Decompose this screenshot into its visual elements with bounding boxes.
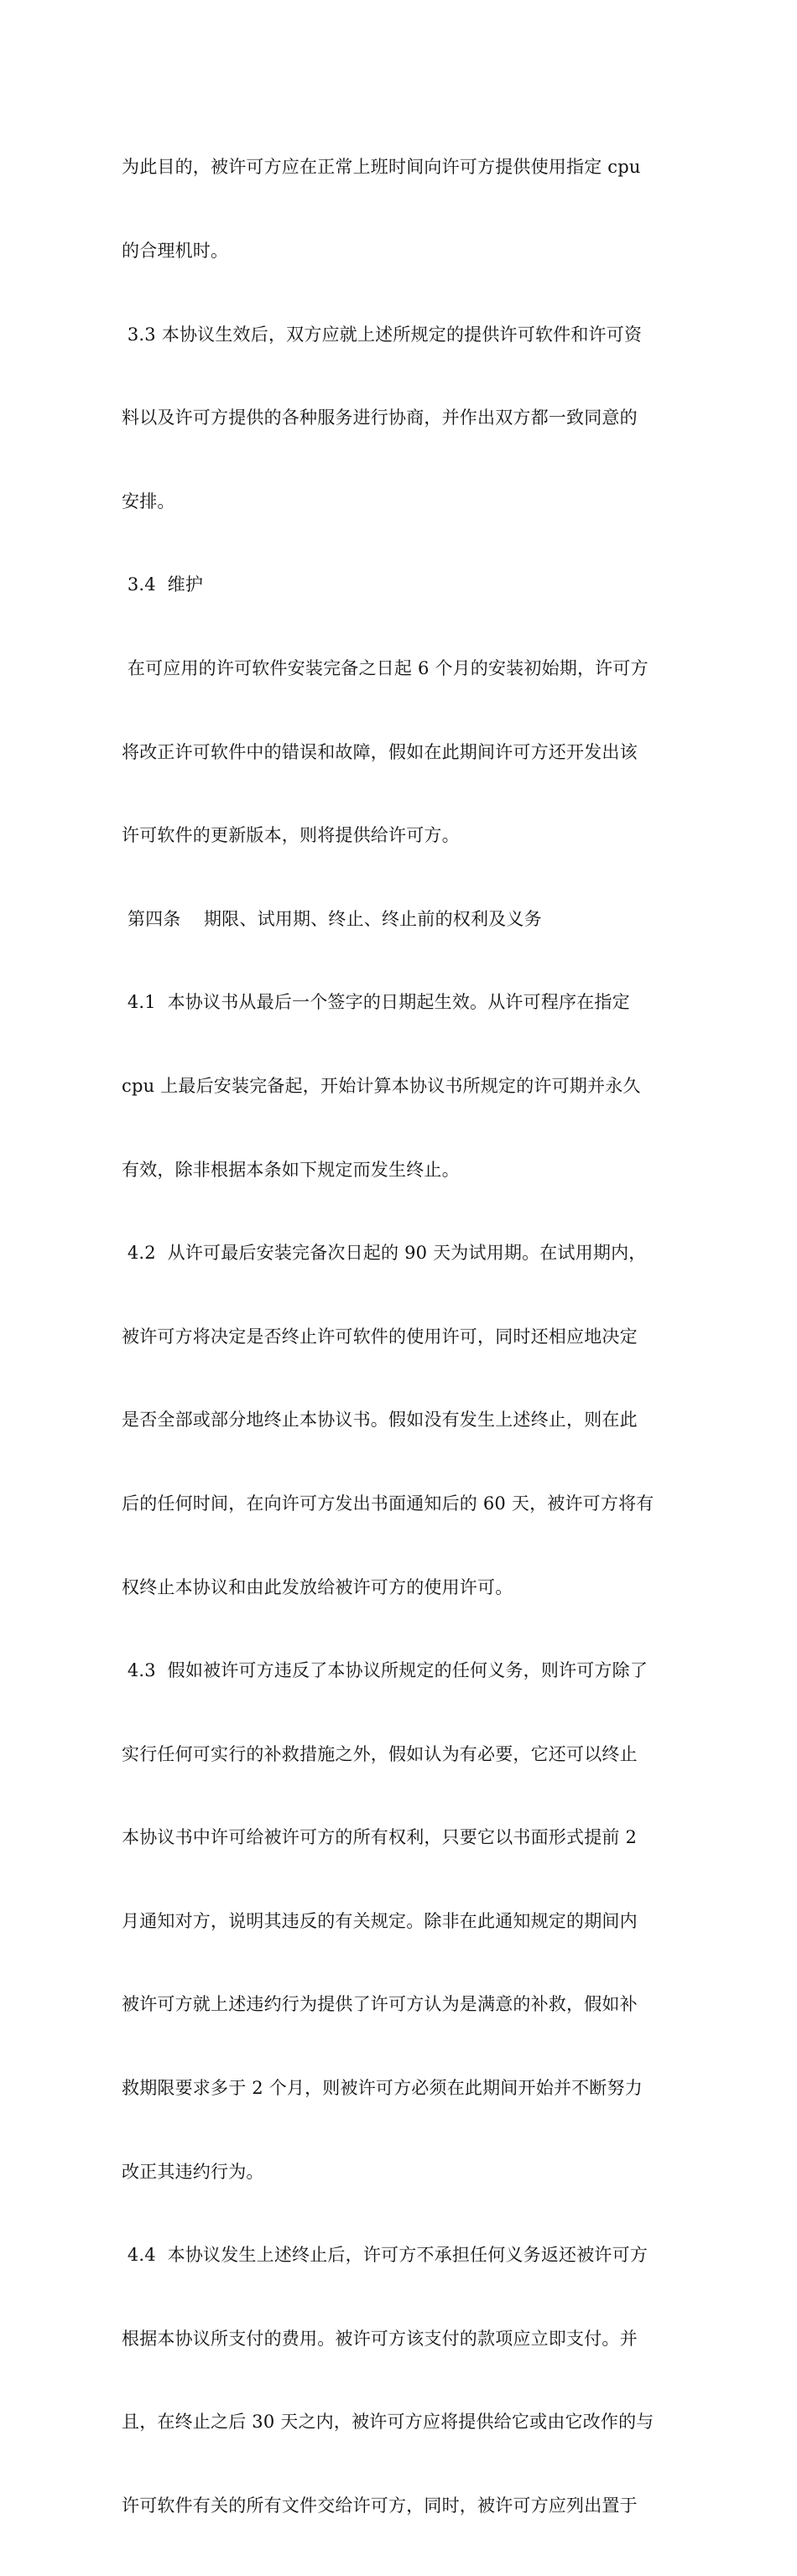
text-line: 权终止本协议和由此发放给被许可方的使用许可。 [122,1576,513,1597]
text-line: 为此目的，被许可方应在正常上班时间向许可方提供使用指定 cpu [122,157,641,178]
text-line: 料以及许可方提供的各种服务进行协商，并作出双方都一致同意的 [122,408,638,428]
text-line: 有效，除非根据本条如下规定而发生终止。 [122,1159,460,1180]
text-line: 本协议书中许可给被许可方的所有权利，只要它以书面形式提前 2 [122,1827,638,1848]
text-line: 是否全部或部分地终止本协议书。假如没有发生上述终止，则在此 [122,1410,638,1431]
text-line: 4.3 假如被许可方违反了本协议所规定的任何义务，则许可方除了 [122,1660,649,1681]
text-line: 且，在终止之后 30 天之内，被许可方应将提供给它或由它改作的与 [122,2412,654,2433]
text-line: 安排。 [122,491,175,512]
text-line: 改正其违约行为。 [122,2161,264,2182]
text-line: 在可应用的许可软件安装完备之日起 6 个月的安装初始期，许可方 [122,657,649,678]
text-line: 实行任何可实行的补救措施之外，假如认为有必要，它还可以终止 [122,1743,638,1764]
text-line: 后的任何时间，在向许可方发出书面通知后的 60 天，被许可方将有 [122,1493,654,1514]
text-line: 月通知对方，说明其违反的有关规定。除非在此通知规定的期间内 [122,1910,638,1931]
article-heading-4: 第四条 期限、试用期、终止、终止前的权利及义务 [122,908,542,929]
text-line: 4.1 本协议书从最后一个签字的日期起生效。从许可程序在指定 [122,992,630,1013]
text-line: 救期限要求多于 2 个月，则被许可方必须在此期间开始并不断努力 [122,2078,643,2099]
text-line: 被许可方将决定是否终止许可软件的使用许可，同时还相应地决定 [122,1326,638,1347]
text-line: 的合理机时。 [122,241,229,261]
section-heading-3-4: 3.4 维护 [122,574,204,595]
text-line: 根据本协议所支付的费用。被许可方该支付的款项应立即支付。并 [122,2328,638,2349]
text-line: 许可软件的更新版本，则将提供给许可方。 [122,825,460,846]
text-line: 将改正许可软件中的错误和故障，假如在此期间许可方还开发出该 [122,741,638,762]
text-line: 4.4 本协议发生上述终止后，许可方不承担任何义务返还被许可方 [122,2245,649,2266]
text-line: 3.3 本协议生效后，双方应就上述所规定的提供许可软件和许可资 [122,324,643,345]
document-body-text [122,98,680,2576]
text-line: 许可软件有关的所有文件交给许可方，同时，被许可方应列出置于 [122,2496,638,2516]
text-line: 被许可方就上述违约行为提供了许可方认为是满意的补救，假如补 [122,1994,638,2015]
text-line: cpu 上最后安装完备起，开始计算本协议书所规定的许可期并永久 [122,1075,641,1096]
text-line: 4.2 从许可最后安装完备次日起的 90 天为试用期。在试用期内， [122,1243,647,1264]
